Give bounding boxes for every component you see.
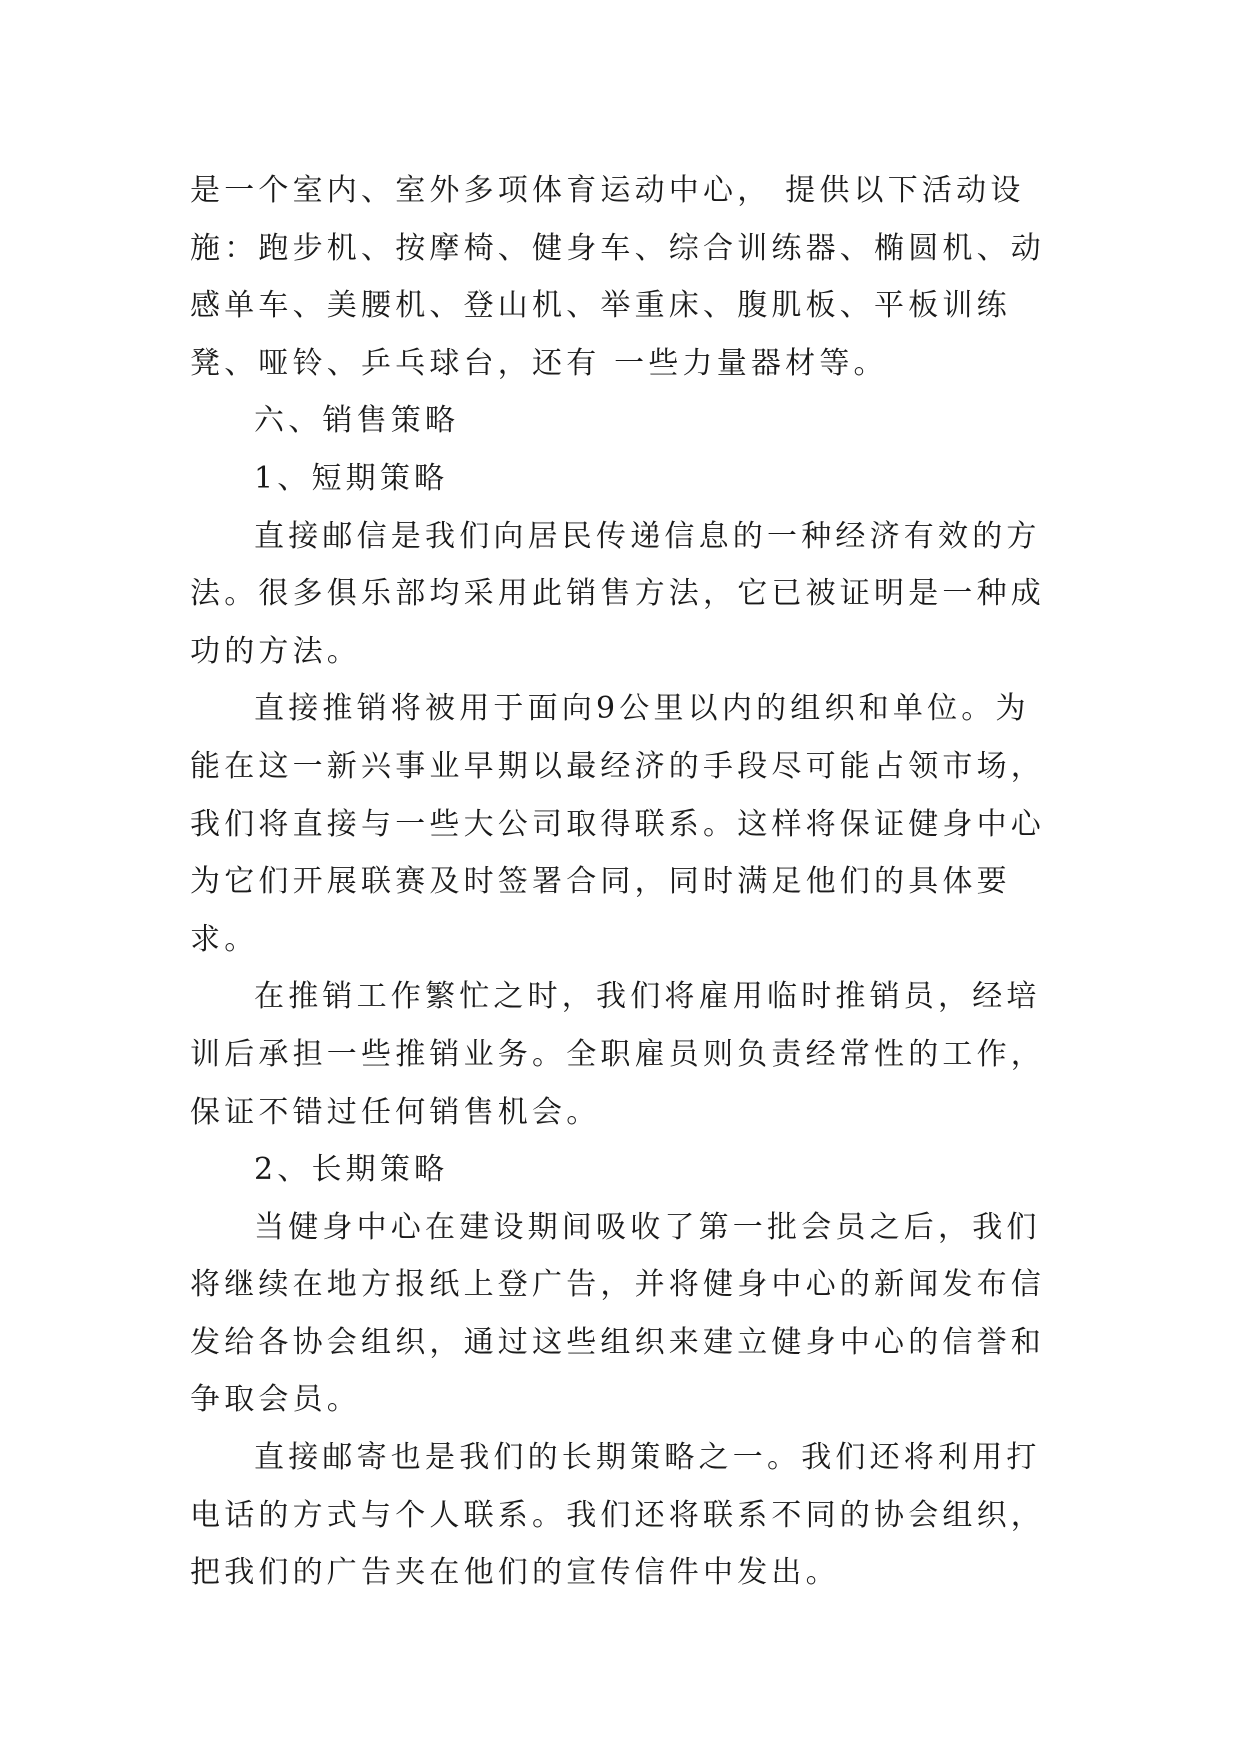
section-heading-sales-strategy: 六、销售策略 bbox=[254, 403, 460, 439]
paragraph-direct-mail: 直接邮信是我们向居民传递信息的一种经济有效的方法。很多俱乐部均采用此销售方法，它已被证明是一种成功的方法。 bbox=[190, 518, 1045, 669]
paragraph-direct-sales: 直接推销将被用于面向9公里以内的组织和单位。为能在这一新兴事业早期以最经济的手段尽可能占领市场，我们将直接与一些大公司取得联系。这样将保证健身中心为它们开展联赛及时签署合同，同时满足他们的具体要求。 bbox=[190, 691, 1045, 957]
paragraph-temporary-staff: 在推销工作繁忙之时，我们将雇用临时推销员，经培训后承担一些推销业务。全职雇员则负责经常性的工作，保证不错过任何销售机会。 bbox=[190, 979, 1045, 1130]
paragraph-facilities: 是一个室内、室外多项体育运动中心， 提供以下活动设施：跑步机、按摩椅、健身车、综合训练器、椭圆机、动感单车、美腰机、登山机、举重床、腹肌板、平板训练凳、哑铃、乒乓球台，还有 一些力量器材等。 bbox=[190, 173, 1045, 381]
paragraph-direct-posting: 直接邮寄也是我们的长期策略之一。我们还将利用打电话的方式与个人联系。我们还将联系不同的协会组织，把我们的广告夹在他们的宣传信件中发出。 bbox=[190, 1440, 1045, 1591]
paragraph-advertising: 当健身中心在建设期间吸收了第一批会员之后，我们将继续在地方报纸上登广告，并将健身中心的新闻发布信发给各协会组织，通过这些组织来建立健身中心的信誉和争取会员。 bbox=[190, 1209, 1045, 1418]
document-body bbox=[190, 162, 1055, 1602]
subheading-long-term-strategy: 2、长期策略 bbox=[254, 1152, 449, 1188]
subheading-short-term-strategy: 1、短期策略 bbox=[254, 460, 449, 496]
